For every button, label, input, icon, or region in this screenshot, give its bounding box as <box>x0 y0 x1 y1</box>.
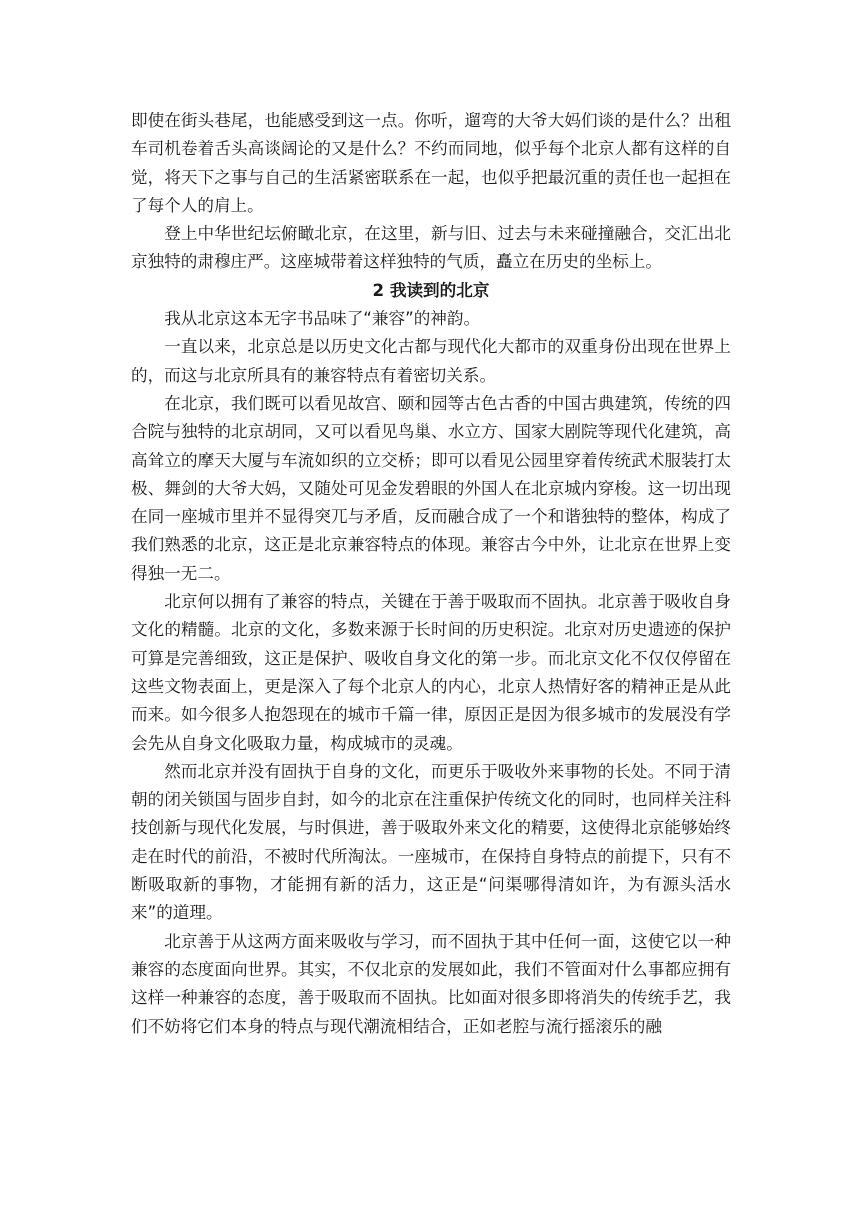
document-body <box>131 107 731 1041</box>
paragraph: 北京善于从这两方面来吸收与学习，而不固执于其中任何一面，这使它以一种兼容的态度面向世界。其实，不仅北京的发展如此，我们不管面对什么事都应拥有这样一种兼容的态度，善于吸取而不固执。比如面对很多即将消失的传统手艺，我们不妨将它们本身的特点与现代潮流相结合，正如老腔与流行摇滚乐的融 <box>131 931 731 1036</box>
paragraph: 然而北京并没有固执于自身的文化，而更乐于吸收外来事物的长处。不同于清朝的闭关锁国与固步自封，如今的北京在注重保护传统文化的同时，也同样关注科技创新与现代化发展，与时俱进，善于吸取外来文化的精要，这使得北京能够始终走在时代的前沿，不被时代所淘汰。一座城市，在保持自身特点的前提下，只有不断吸取新的事物，才能拥有新的活力，这正是“问渠哪得清如许，为有源头活水来”的道理。 <box>131 761 731 923</box>
section-heading: 2 我读到的北京 <box>372 280 490 300</box>
paragraph-continued: 即使在街头巷尾，也能感受到这一点。你听，遛弯的大爷大妈们谈的是什么？出租车司机卷着舌头高谈阔论的又是什么？不约而同地，似乎每个北京人都有这样的自觉，将天下之事与自己的生活紧密联系在一起，也似乎把最沉重的责任也一起担在了每个人的肩上。 <box>131 111 731 215</box>
paragraph: 我从北京这本无字书品味了“兼容”的神韵。 <box>164 309 481 329</box>
paragraph: 一直以来，北京总是以历史文化古都与现代化大都市的双重身份出现在世界上的，而这与北京所具有的兼容特点有着密切关系。 <box>131 337 731 385</box>
paragraph: 北京何以拥有了兼容的特点，关键在于善于吸取而不固执。北京善于吸收自身文化的精髓。北京的文化，多数来源于长时间的历史积淀。北京对历史遗迹的保护可算是完善细致，这正是保护、吸收自身文化的第一步。而北京文化不仅仅停留在这些文物表面上，更是深入了每个北京人的内心，北京人热情好客的精神正是从此而来。如今很多人抱怨现在的城市千篇一律，原因正是因为很多城市的发展没有学会先从自身文化吸取力量，构成城市的灵魂。 <box>131 592 731 753</box>
paragraph: 在北京，我们既可以看见故宫、颐和园等古色古香的中国古典建筑，传统的四合院与独特的北京胡同，又可以看见鸟巢、水立方、国家大剧院等现代化建筑，高高耸立的摩天大厦与车流如织的立交桥；即可以看见公园里穿着传统武术服装打太极、舞剑的大爷大妈，又随处可见金发碧眼的外国人在北京城内穿梭。这一切出现在同一座城市里并不显得突兀与矛盾，反而融合成了一个和谐独特的整体，构成了我们熟悉的北京，这正是北京兼容特点的体现。兼容古今中外，让北京在世界上变得独一无二。 <box>131 393 731 583</box>
paragraph: 登上中华世纪坛俯瞰北京，在这里，新与旧、过去与未来碰撞融合，交汇出北京独特的肃穆庄严。这座城带着这样独特的气质，矗立在历史的坐标上。 <box>131 224 731 272</box>
